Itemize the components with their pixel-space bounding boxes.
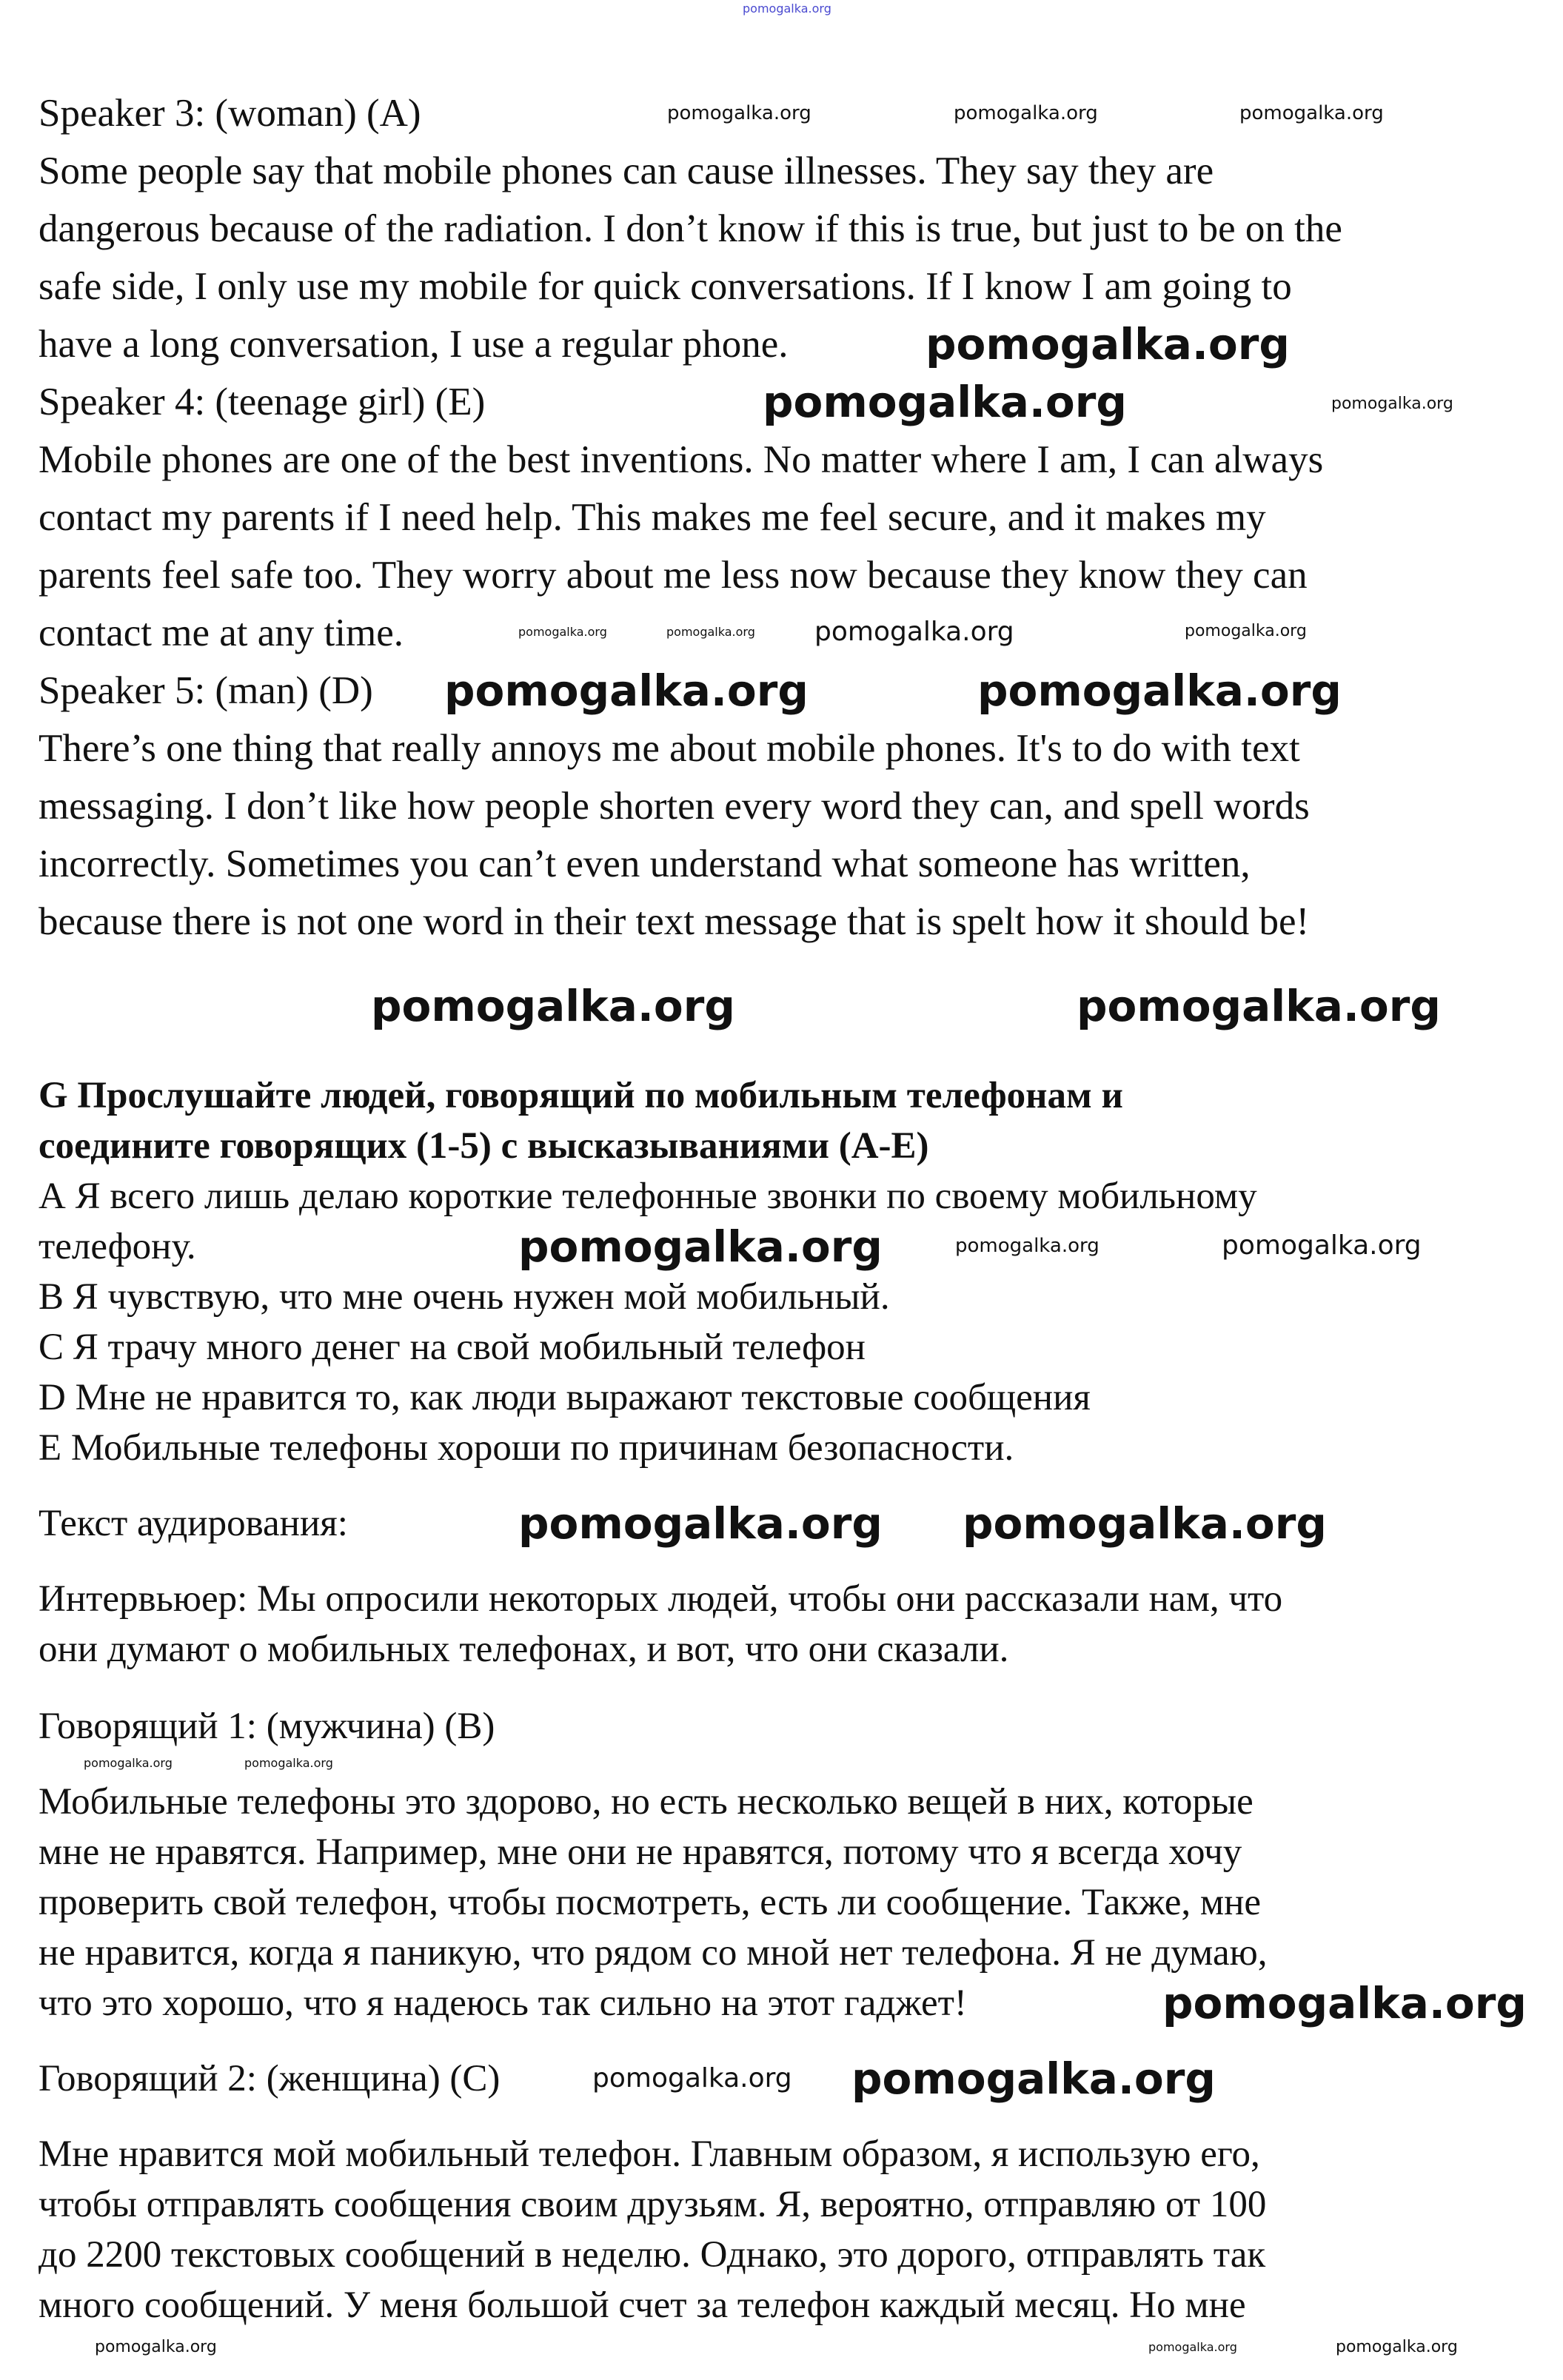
text-line: messaging. I don’t like how people shorten every word they can, and spell words (39, 785, 1310, 828)
top-watermark: pomogalka.org (743, 1, 831, 16)
speaker-4-label: Speaker 4: (teenage girl) (E) (39, 381, 486, 423)
watermark: pomogalka.org (1077, 981, 1441, 1031)
watermark: pomogalka.org (926, 319, 1290, 369)
text-line: проверить свой телефон, чтобы посмотреть, есть ли сообщение. Также, мне (39, 1882, 1262, 1923)
watermark: pomogalka.org (1239, 102, 1384, 124)
watermark: pomogalka.org (84, 1756, 173, 1770)
text-line: Мобильные телефоны это здорово, но есть несколько вещей в них, которые (39, 1781, 1254, 1823)
statement-d: D Мне не нравится то, как люди выражают текстовые сообщения (39, 1377, 1091, 1418)
text-line: Some people say that mobile phones can cause illnesses. They say they are (39, 150, 1214, 192)
text-line: because there is not one word in their text message that is spelt how it should be! (39, 900, 1310, 943)
watermark: pomogalka.org (1331, 395, 1453, 413)
watermark: pomogalka.org (1162, 1978, 1527, 2028)
watermark: pomogalka.org (1148, 2340, 1237, 2354)
watermark: pomogalka.org (518, 1498, 883, 1549)
text-line: мне не нравятся. Например, мне они не нравятся, потому что я всегда хочу (39, 1831, 1242, 1873)
watermark: pomogalka.org (667, 102, 811, 124)
text-line: contact my parents if I need help. This makes me feel secure, and it makes my (39, 496, 1266, 539)
text-line: Мне нравится мой мобильный телефон. Главным образом, я использую его, (39, 2133, 1260, 2175)
watermark: pomogalka.org (444, 666, 809, 716)
watermark: pomogalka.org (1185, 622, 1307, 640)
statement-c: С Я трачу много денег на свой мобильный телефон (39, 1327, 866, 1368)
task-heading: соедините говорящих (1-5) с высказываниями (A-E) (39, 1125, 929, 1167)
text-line: safe side, I only use my mobile for quick conversations. If I know I am going to (39, 265, 1292, 308)
text-line: что это хорошо, что я надеюсь так сильно на этот гаджет! (39, 1982, 967, 2024)
text-line: Интервьюер: Мы опросили некоторых людей, чтобы они рассказали нам, что (39, 1578, 1283, 1620)
watermark: pomogalka.org (518, 1221, 883, 1272)
watermark: pomogalka.org (371, 981, 735, 1031)
watermark: pomogalka.org (518, 625, 607, 639)
text-line: до 2200 текстовых сообщений в неделю. Однако, это дорого, отправлять так (39, 2234, 1266, 2276)
text-line: они думают о мобильных телефонах, и вот, что они сказали. (39, 1629, 1009, 1670)
statement-a: А Я всего лишь делаю короткие телефонные звонки по своему мобильному (39, 1176, 1257, 1217)
watermark: pomogalka.org (244, 1756, 333, 1770)
watermark: pomogalka.org (1222, 1230, 1422, 1261)
text-line: contact me at any time. (39, 611, 404, 654)
statement-b: В Я чувствую, что мне очень нужен мой мобильный. (39, 1276, 890, 1318)
watermark: pomogalka.org (851, 2054, 1216, 2104)
statement-e: Е Мобильные телефоны хороши по причинам безопасности. (39, 1427, 1014, 1469)
statement-a: телефону. (39, 1226, 196, 1267)
speaker-5-label: Speaker 5: (man) (D) (39, 669, 373, 712)
text-line: не нравится, когда я паникую, что рядом со мной нет телефона. Я не думаю, (39, 1932, 1268, 1974)
watermark: pomogalka.org (1336, 2338, 1458, 2356)
speaker-2-label: Говорящий 2: (женщина) (C) (39, 2058, 501, 2099)
watermark: pomogalka.org (763, 377, 1127, 427)
text-line: чтобы отправлять сообщения своим друзьям. Я, вероятно, отправляю от 100 (39, 2184, 1267, 2225)
watermark: pomogalka.org (592, 2063, 792, 2094)
watermark: pomogalka.org (977, 666, 1342, 716)
text-line: There’s one thing that really annoys me about mobile phones. It's to do with text (39, 727, 1300, 770)
watermark: pomogalka.org (963, 1498, 1327, 1549)
text-line: have a long conversation, I use a regular phone. (39, 323, 789, 366)
watermark: pomogalka.org (954, 102, 1098, 124)
speaker-1-label: Говорящий 1: (мужчина) (B) (39, 1706, 495, 1747)
task-heading: G Прослушайте людей, говорящий по мобильным телефонам и (39, 1075, 1123, 1116)
text-line: dangerous because of the radiation. I don’t know if this is true, but just to be on the (39, 207, 1342, 250)
speaker-3-label: Speaker 3: (woman) (A) (39, 92, 421, 135)
text-line: parents feel safe too. They worry about me less now because they know they can (39, 554, 1308, 597)
watermark: pomogalka.org (666, 625, 755, 639)
watermark: pomogalka.org (95, 2338, 217, 2356)
text-line: incorrectly. Sometimes you can’t even understand what someone has written, (39, 842, 1251, 885)
transcript-label: Текст аудирования: (39, 1503, 348, 1544)
watermark: pomogalka.org (814, 617, 1014, 647)
watermark: pomogalka.org (955, 1235, 1100, 1257)
text-line: много сообщений. У меня большой счет за телефон каждый месяц. Но мне (39, 2285, 1246, 2326)
text-line: Mobile phones are one of the best inventions. No matter where I am, I can always (39, 438, 1324, 481)
